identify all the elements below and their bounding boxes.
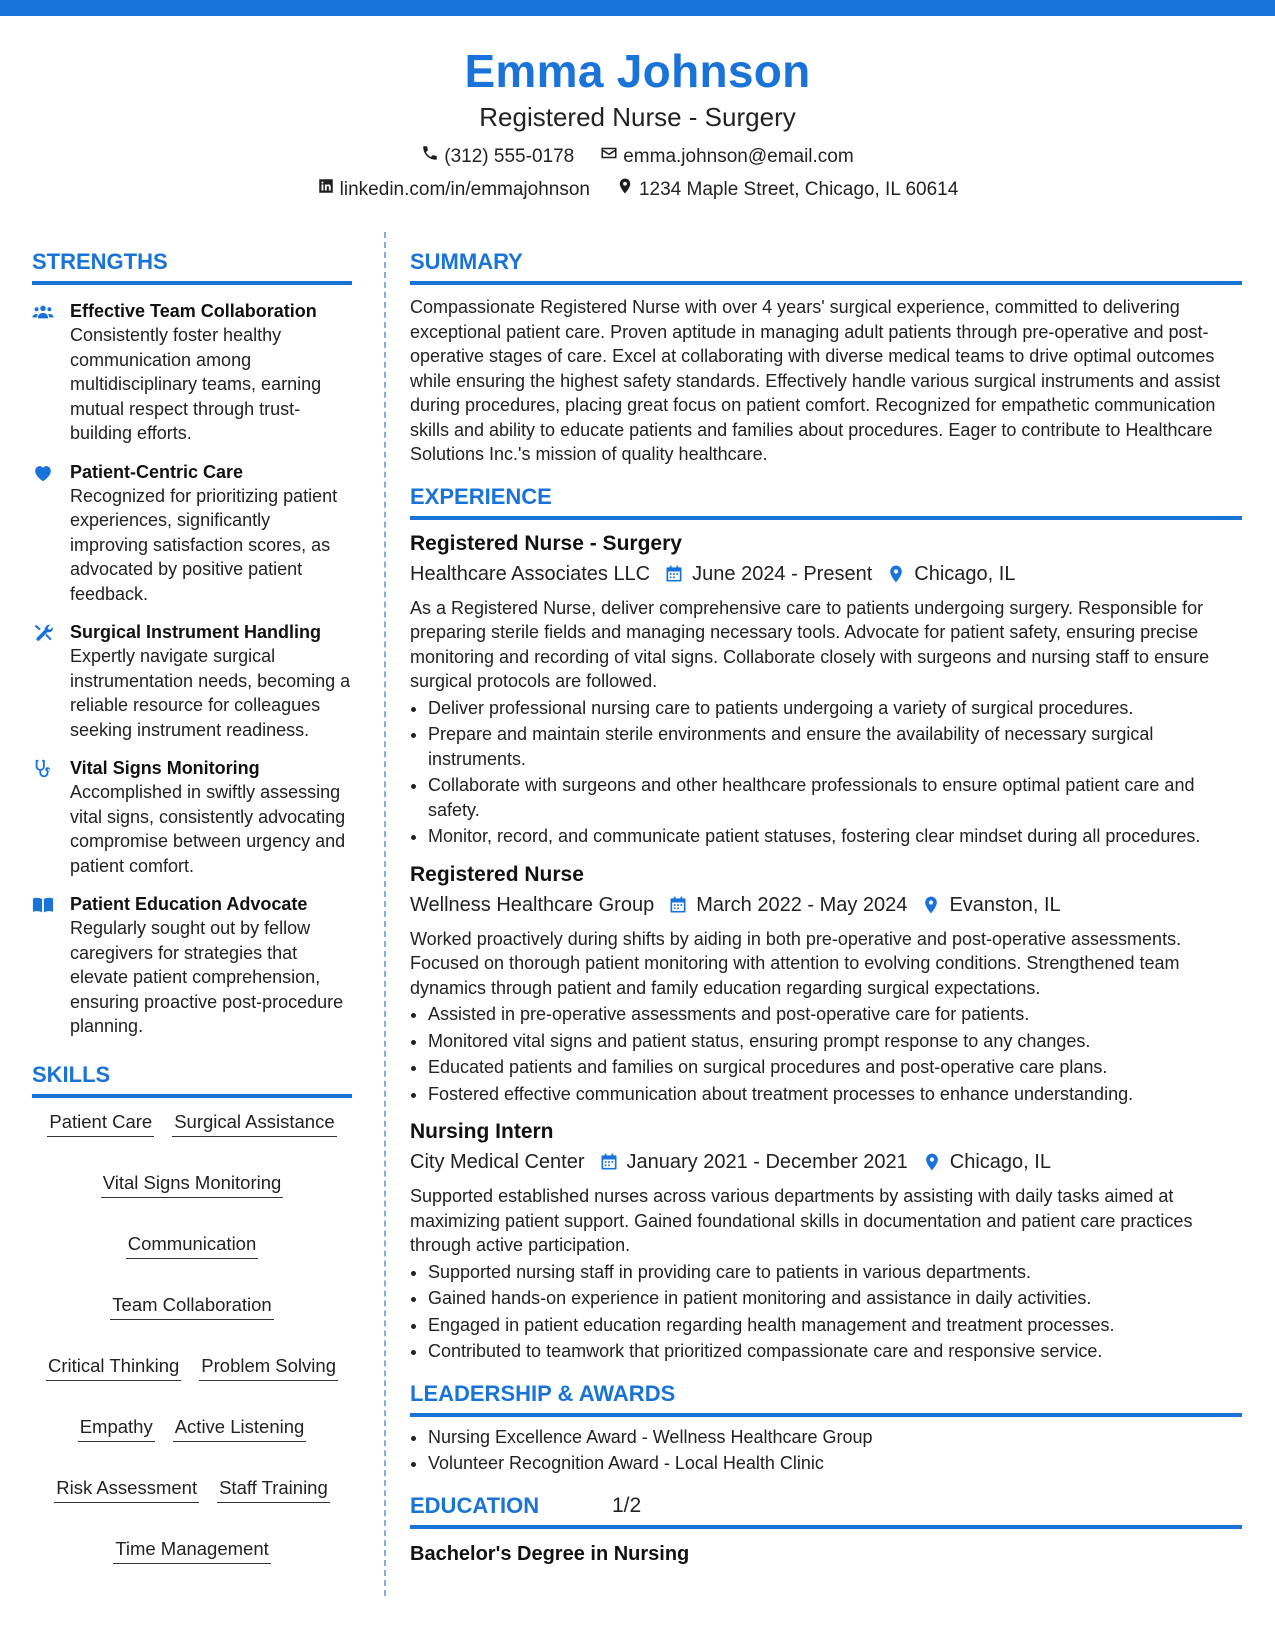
map-pin-icon (616, 177, 634, 202)
job-entry (410, 1118, 1242, 1364)
job-company: Wellness Healthcare Group (410, 893, 655, 916)
bullet-item: • Fostered effective communication about treatment processes to enhance understanding. (428, 1082, 1242, 1107)
skill-tag: Empathy (78, 1415, 155, 1442)
strength-title: Vital Signs Monitoring (70, 758, 260, 778)
job-bullets (410, 696, 1242, 849)
job-meta (410, 891, 1242, 919)
candidate-role: Registered Nurse - Surgery (479, 102, 796, 132)
strength-item (32, 460, 352, 607)
map-pin-icon (921, 895, 941, 915)
email-contact[interactable] (600, 144, 854, 169)
heart-icon (32, 471, 54, 488)
bullet-item: • Assisted in pre-operative assessments and post-operative care for patients. (428, 1002, 1242, 1027)
bullet-item: • Monitor, record, and communicate patient statuses, fostering clear mindset during all procedures. (428, 824, 1242, 849)
calendar-icon (664, 564, 684, 584)
bullet-item: • Contributed to teamwork that prioritized compassionate care and responsive service. (428, 1339, 1242, 1364)
phone-contact (421, 144, 574, 169)
skill-tag: Surgical Assistance (172, 1110, 336, 1137)
skill-tag: Active Listening (173, 1415, 307, 1442)
address-contact (616, 177, 958, 202)
page-number: 1/2 (612, 1494, 642, 1517)
calendar-icon (668, 895, 688, 915)
education-heading: EDUCATION (410, 1492, 540, 1518)
job-dates: June 2024 - Present (692, 562, 873, 585)
job-meta (410, 560, 1242, 588)
strength-item (32, 892, 352, 1039)
skill-tag: Risk Assessment (54, 1476, 199, 1503)
skill-tag: Team Collaboration (110, 1293, 273, 1320)
section-rule (32, 1094, 352, 1098)
strength-title: Surgical Instrument Handling (70, 622, 322, 642)
bullet-item: • Monitored vital signs and patient status, ensuring prompt response to any changes. (428, 1029, 1242, 1054)
job-location: Evanston, IL (949, 893, 1061, 916)
tools-icon (32, 631, 54, 648)
summary-text: Compassionate Registered Nurse with over 4 years' surgical experience, committed to delivering exceptional patient care. Proven aptitude in managing adult patients through pre-operative and post-operative stages of care. Excel at collaborating with diverse medical teams to drive optimal outcomes while ensuring the highest safety standards. Effectively handle various surgical instruments and assist during procedures, placing great focus on patient comfort. Recognized for empathetic communication skills and ability to educate patients and families about procedures. Eager to contribute to Healthcare Solutions Inc.'s mission of quality healthcare. (410, 297, 1221, 464)
bullet-item: • Prepare and maintain sterile environments and ensure the availability of necessary surgical instruments. (428, 722, 1242, 771)
strength-text: Recognized for prioritizing patient experiences, significantly improving satisfaction scores, as advocated by positive patient feedback. (70, 485, 338, 604)
job-entry (410, 861, 1242, 1107)
strength-text: Consistently foster healthy communication among multidisciplinary teams, earning mutual respect through trust-building efforts. (70, 325, 322, 443)
job-description: As a Registered Nurse, deliver comprehensive care to patients undergoing surgery. Responsible for preparing sterile fields and managing necessary tools. Advocate for patient safety, ensuring precise monitoring and recording of vital signs. Collaborate closely with surgeons and nursing staff to ensure surgical protocols are followed. (410, 597, 1210, 691)
strength-title: Patient Education Advocate (70, 894, 308, 914)
job-meta (410, 1148, 1242, 1176)
candidate-name: Emma Johnson (464, 45, 811, 97)
skills-heading: SKILLS (32, 1061, 111, 1087)
job-bullets (410, 1002, 1242, 1106)
map-pin-icon (886, 564, 906, 584)
award-item: • Nursing Excellence Award - Wellness Healthcare Group (428, 1425, 1242, 1450)
left-column (32, 248, 352, 1564)
skill-tag: Time Management (113, 1537, 271, 1564)
education-degree: Bachelor's Degree in Nursing (410, 1542, 690, 1565)
top-accent-bar (0, 0, 1275, 16)
phone-icon (421, 144, 439, 169)
job-title: Registered Nurse (410, 862, 584, 886)
skill-tag: Vital Signs Monitoring (101, 1171, 284, 1198)
job-entry (410, 530, 1242, 849)
job-title: Nursing Intern (410, 1120, 554, 1143)
strength-item (32, 756, 352, 878)
strength-title: Patient-Centric Care (70, 461, 244, 482)
job-location: Chicago, IL (949, 1151, 1051, 1173)
map-pin-icon (922, 1152, 942, 1172)
bullet-item: • Gained hands-on experience in patient monitoring and assistance in daily activities. (428, 1286, 1242, 1311)
section-rule (410, 516, 1242, 520)
right-column (410, 248, 1242, 1567)
strength-text: Regularly sought out by fellow caregivers for strategies that elevate patient comprehension, ensuring proactive post-procedure planning. (70, 918, 344, 1036)
job-company: Healthcare Associates LLC (410, 562, 651, 585)
job-dates: January 2021 - December 2021 (626, 1151, 908, 1173)
column-divider (384, 232, 386, 1596)
section-rule (410, 1413, 1242, 1417)
strength-item (32, 299, 352, 446)
summary-heading: SUMMARY (410, 249, 523, 274)
contact-row-2 (0, 177, 1275, 202)
bullet-item: • Deliver professional nursing care to patients undergoing a variety of surgical procedures. (428, 696, 1242, 721)
strength-title: Effective Team Collaboration (70, 301, 317, 321)
section-rule (410, 281, 1242, 285)
skill-tag: Communication (126, 1232, 259, 1259)
skill-tag: Staff Training (217, 1476, 330, 1503)
book-icon (32, 903, 54, 920)
bullet-item: • Educated patients and families on surgical procedures and post-operative care plans. (428, 1055, 1242, 1080)
section-rule (410, 1525, 1242, 1529)
job-description: Supported established nurses across various departments by assisting with daily tasks aimed at maximizing patient support. Gained foundational skills in documentation and patient care practices through active participation. (410, 1186, 1193, 1255)
strength-text: Expertly navigate surgical instrumentation needs, becoming a reliable resource for colleagues seeking instrument readiness. (70, 646, 351, 740)
strength-text: Accomplished in swiftly assessing vital signs, consistently advocating compromise between urgency and patient comfort. (70, 782, 346, 876)
calendar-icon (599, 1152, 619, 1172)
resume-header (0, 44, 1275, 202)
job-description: Worked proactively during shifts by aiding in both pre-operative and post-operative assessments. Focused on thorough patient monitoring with attention to evolving conditions. Strengthened team dynamics through patient and family education regarding surgical expectations. (410, 928, 1182, 998)
job-company: City Medical Center (410, 1151, 585, 1173)
job-title: Registered Nurse - Surgery (410, 531, 682, 555)
experience-heading: EXPERIENCE (410, 483, 552, 509)
job-location: Chicago, IL (914, 562, 1016, 585)
awards-heading: LEADERSHIP & AWARDS (410, 1380, 676, 1406)
strength-item (32, 620, 352, 742)
awards-list (410, 1425, 1242, 1476)
skill-tag: Problem Solving (199, 1354, 338, 1381)
envelope-icon (600, 144, 618, 169)
contact-row-1 (0, 144, 1275, 169)
skills-list (32, 1110, 352, 1564)
stethoscope-icon (32, 767, 54, 784)
strengths-heading: STRENGTHS (32, 249, 168, 274)
skill-tag: Patient Care (47, 1110, 154, 1137)
email-text: emma.johnson@email.com (623, 145, 854, 167)
address-text: 1234 Maple Street, Chicago, IL 60614 (638, 178, 959, 200)
linkedin-text: linkedin.com/in/emmajohnson (339, 178, 590, 200)
linkedin-icon (317, 177, 335, 202)
linkedin-contact[interactable] (317, 177, 590, 202)
users-icon (32, 310, 54, 327)
bullet-item: • Engaged in patient education regarding health management and treatment processes. (428, 1313, 1242, 1338)
phone-text: (312) 555-0178 (444, 145, 575, 167)
skill-tag: Critical Thinking (46, 1354, 181, 1381)
job-dates: March 2022 - May 2024 (696, 893, 908, 916)
section-rule (32, 281, 352, 285)
award-item: • Volunteer Recognition Award - Local Health Clinic (428, 1451, 1242, 1476)
bullet-item: • Collaborate with surgeons and other healthcare professionals to ensure optimal patient care and safety. (428, 773, 1242, 822)
bullet-item: • Supported nursing staff in providing care to patients in various departments. (428, 1260, 1242, 1285)
job-bullets (410, 1260, 1242, 1364)
